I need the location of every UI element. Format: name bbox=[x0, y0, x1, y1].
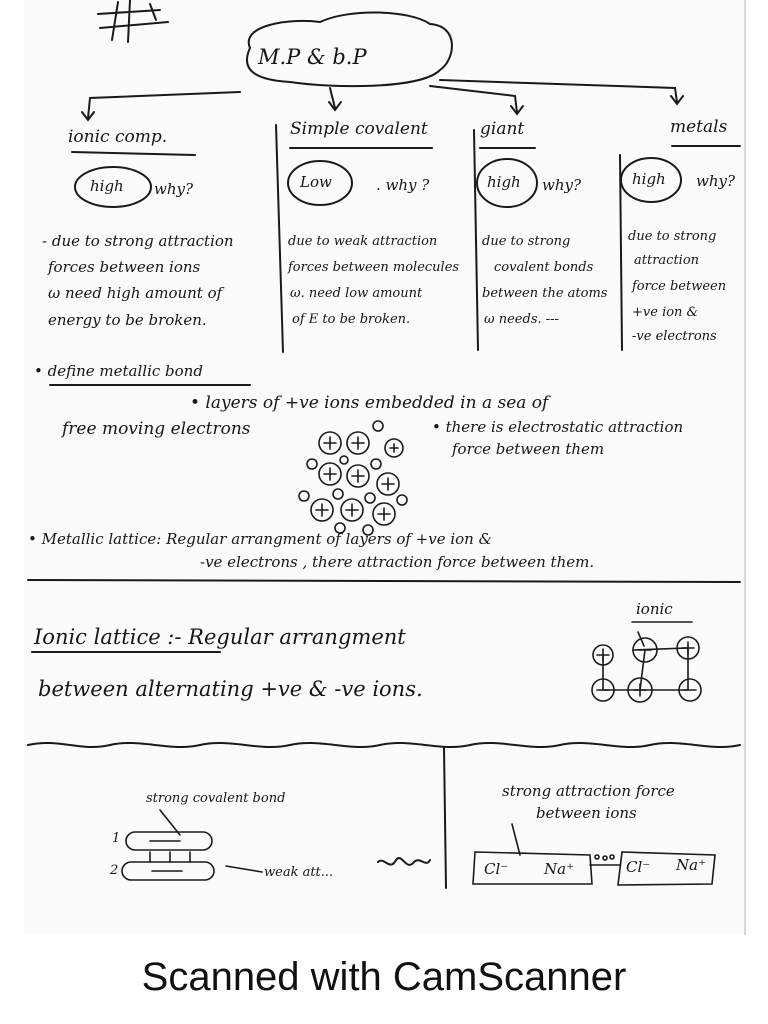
column-heading-metals: metals bbox=[670, 117, 728, 137]
ion-label-sodium: Na⁺ bbox=[676, 856, 706, 874]
ionic-line: energy to be broken. bbox=[48, 311, 207, 329]
ion-label-sodium: Na⁺ bbox=[544, 860, 574, 878]
strong-attraction-label-cont: between ions bbox=[536, 804, 637, 822]
metals-line: -ve electrons bbox=[632, 329, 717, 344]
answer-simple-covalent: Low bbox=[300, 173, 332, 191]
molecule-row-number: 2 bbox=[110, 863, 119, 878]
giant-line: between the atoms bbox=[482, 286, 608, 301]
wavy-separator bbox=[28, 743, 740, 747]
scanner-watermark: Scanned with CamScanner bbox=[141, 955, 627, 999]
metallic-bond-definition: • layers of +ve ions embedded in a sea of bbox=[190, 393, 549, 413]
simple-covalent-line: due to weak attraction bbox=[288, 234, 438, 249]
arrow-heads bbox=[82, 96, 683, 120]
molecule-row-number: 1 bbox=[112, 831, 121, 846]
strong-attraction-label: strong attraction force bbox=[502, 782, 675, 800]
ionic-grid-diagram bbox=[592, 622, 701, 702]
giant-line: due to strong bbox=[482, 234, 571, 249]
why-ionic: why? bbox=[154, 180, 194, 198]
metallic-bond-note: • there is electrostatic attraction bbox=[432, 418, 684, 436]
giant-line: covalent bonds bbox=[494, 260, 594, 275]
ionic-lattice-definition: Ionic lattice :- Regular arrangment bbox=[34, 625, 406, 649]
why-metals: why? bbox=[696, 172, 736, 190]
ion-label-chloride: Cl⁻ bbox=[484, 860, 509, 878]
strong-covalent-bond-label: strong covalent bond bbox=[146, 791, 286, 806]
page-title: M.P & b.P bbox=[258, 45, 367, 69]
bottom-divider bbox=[444, 748, 446, 888]
weak-attraction-label: weak att... bbox=[264, 865, 334, 880]
ionic-boxes-drawing bbox=[473, 824, 715, 885]
ion-label-chloride: Cl⁻ bbox=[626, 858, 651, 876]
scribble-mark bbox=[378, 858, 430, 865]
why-simple-covalent: . why ? bbox=[376, 176, 430, 194]
metals-line: due to strong bbox=[628, 229, 717, 244]
ionic-diagram-label: ionic bbox=[636, 600, 673, 618]
ionic-lattice-definition-cont: between alternating +ve & -ve ions. bbox=[38, 677, 423, 701]
answer-ionic: high bbox=[90, 177, 124, 195]
simple-covalent-line: of E to be broken. bbox=[292, 312, 411, 327]
simple-covalent-line: forces between molecules bbox=[288, 260, 460, 275]
column-heading-simple-covalent: Simple covalent bbox=[290, 119, 428, 139]
giant-line: ω needs. --- bbox=[484, 312, 559, 327]
metals-line: force between bbox=[632, 279, 727, 294]
column-heading-ionic: ionic comp. bbox=[68, 127, 168, 147]
simple-covalent-line: ω. need low amount bbox=[290, 286, 423, 301]
metallic-ion-cluster bbox=[299, 421, 407, 535]
separator-line bbox=[28, 580, 740, 582]
metallic-bond-label: • define metallic bond bbox=[34, 362, 203, 380]
column-heading-giant: giant bbox=[480, 119, 525, 139]
metallic-bond-definition-cont: free moving electrons bbox=[62, 419, 251, 439]
metallic-lattice-definition-cont: -ve electrons , there attraction force between them. bbox=[200, 553, 595, 571]
metals-line: attraction bbox=[634, 253, 700, 268]
answer-giant: high bbox=[487, 173, 521, 191]
ionic-line: forces between ions bbox=[48, 258, 201, 276]
metallic-lattice-definition: • Metallic lattice: Regular arrangment of layers of +ve ion & bbox=[28, 530, 492, 548]
ionic-line: - due to strong attraction bbox=[42, 232, 234, 250]
heading-underlines bbox=[72, 146, 740, 155]
corner-scribble bbox=[98, 0, 168, 42]
answer-metals: high bbox=[632, 170, 666, 188]
metallic-bond-note-cont: force between them bbox=[452, 440, 605, 458]
why-giant: why? bbox=[542, 176, 582, 194]
ionic-line: ω need high amount of bbox=[48, 284, 223, 302]
metals-line: +ve ion & bbox=[632, 305, 699, 320]
covalent-molecule-drawing bbox=[122, 810, 262, 880]
